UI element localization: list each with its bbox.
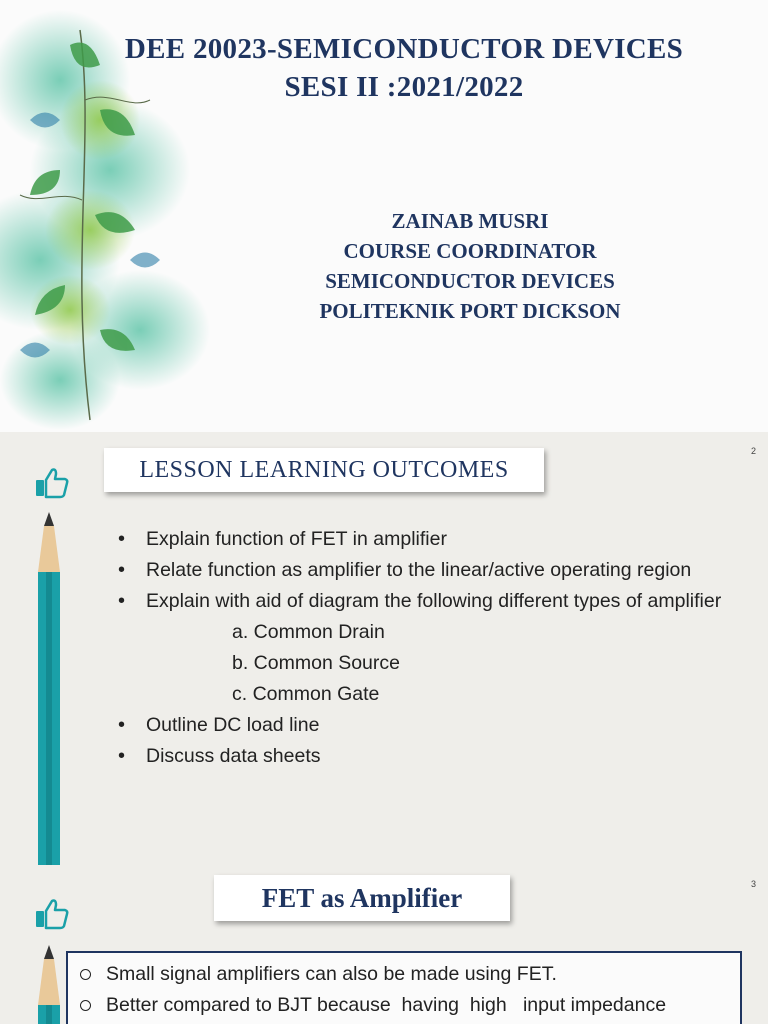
lesson-outcomes-heading: LESSON LEARNING OUTCOMES <box>104 448 544 492</box>
author-role: COURSE COORDINATOR <box>343 239 597 263</box>
title-slide <box>0 0 768 432</box>
learning-outcomes-list <box>116 524 736 772</box>
course-title <box>84 30 724 106</box>
author-course: SEMICONDUCTOR DEVICES <box>325 269 615 293</box>
pencil-icon <box>36 512 62 865</box>
fet-amplifier-slide <box>0 865 768 1024</box>
list-item: • Discuss data sheets <box>116 741 736 772</box>
fet-points-list <box>68 953 740 1021</box>
thumbs-up-icon <box>34 466 70 500</box>
list-item: • Explain with aid of diagram the following different types of amplifier <box>116 586 736 617</box>
slide-number: 2 <box>750 446 756 456</box>
sub-list-item: c. Common Gate <box>232 683 380 705</box>
fet-points-box <box>66 951 742 1024</box>
pencil-icon <box>36 945 62 1024</box>
list-item: • Explain function of FET in amplifier <box>116 524 736 555</box>
fet-amplifier-heading: FET as Amplifier <box>214 875 510 921</box>
list-item: • Relate function as amplifier to the linear/active operating region <box>116 555 736 586</box>
course-title-line1: DEE 20023-SEMICONDUCTOR DEVICES <box>124 33 684 65</box>
author-block <box>250 206 690 326</box>
author-name: ZAINAB MUSRI <box>391 209 549 233</box>
sub-list-item: a. Common Drain <box>232 621 385 643</box>
course-title-line2: SESI II :2021/2022 <box>284 71 524 103</box>
list-item: Small signal amplifiers can also be made using FET. <box>78 959 740 990</box>
slide-number: 3 <box>750 879 756 889</box>
author-institution: POLITEKNIK PORT DICKSON <box>319 299 621 323</box>
sub-list-item: b. Common Source <box>232 652 400 674</box>
learning-outcomes-slide <box>0 432 768 865</box>
thumbs-up-icon <box>34 897 70 931</box>
list-item: • Outline DC load line <box>116 710 736 741</box>
list-item: Better compared to BJT because having high input impedance <box>78 990 740 1021</box>
